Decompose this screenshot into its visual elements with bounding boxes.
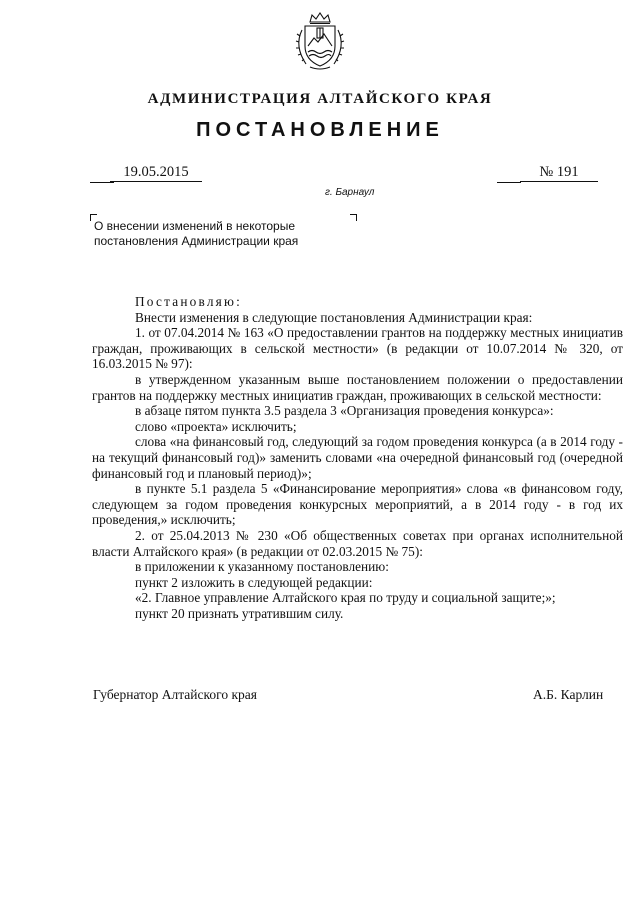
subject-line: постановления Администрации края: [94, 234, 299, 248]
preamble: Постановляю:: [135, 294, 243, 309]
document-number: № 191: [520, 164, 598, 182]
body-paragraph: в пункте 5.1 раздела 5 «Финансирование мероприятия» слова «в финансовом году, следующем за годом проведения конкурсных мероприятий, а в 2014 году - в год их проведения,» исключить;: [92, 481, 623, 528]
date-underline: [90, 182, 114, 183]
document-subject: [94, 219, 364, 249]
document-type-title: ПОСТАНОВЛЕНИЕ: [196, 119, 444, 141]
document-body: [92, 294, 623, 621]
administration-title: АДМИНИСТРАЦИЯ АЛТАЙСКОГО КРАЯ: [147, 91, 493, 107]
body-paragraph: в приложении к указанному постановлению:: [135, 559, 389, 575]
body-paragraph: «2. Главное управление Алтайского края по труду и социальной защите;»;: [135, 590, 556, 606]
body-paragraph: Внести изменения в следующие постановления Администрации края:: [135, 309, 533, 325]
body-paragraph: 2. от 25.04.2013 № 230 «Об общественных советах при органах исполнительной власти Алтайского края» (в редакции от 02.03.2015 № 75):: [92, 527, 623, 559]
document-date: 19.05.2015: [110, 164, 202, 182]
number-underline: [497, 182, 521, 183]
coat-of-arms-icon: [288, 8, 352, 72]
body-paragraph: 1. от 07.04.2014 № 163 «О предоставлении грантов на поддержку местных инициатив граждан, проживающих в сельской местности» (в редакции от 10.07.2014 № 320, от 16.03.2015 № 97):: [92, 325, 623, 372]
body-paragraph: слово «проекта» исключить;: [135, 418, 297, 434]
signer-title: Губернатор Алтайского края: [93, 687, 257, 702]
body-paragraph: пункт 2 изложить в следующей редакции:: [135, 574, 373, 590]
body-paragraph: пункт 20 признать утратившим силу.: [135, 605, 344, 621]
subject-line: О внесении изменений в некоторые: [94, 219, 295, 233]
body-paragraph: в утвержденном указанным выше постановлением положении о предоставлении грантов на поддержку местных инициатив граждан, проживающих в сельской местности:: [92, 371, 623, 403]
body-paragraph: слова «на финансовый год, следующий за годом проведения конкурса (а в 2014 году - на текущий финансовый год)» заменить словами «на очередной финансовый год (очередной финансовый год и плановый период)»;: [92, 434, 623, 481]
document-city: г. Барнаул: [325, 187, 375, 198]
signer-name: А.Б. Карлин: [533, 687, 604, 702]
body-paragraph: в абзаце пятом пункта 3.5 раздела 3 «Организация проведения конкурса»:: [135, 403, 554, 419]
